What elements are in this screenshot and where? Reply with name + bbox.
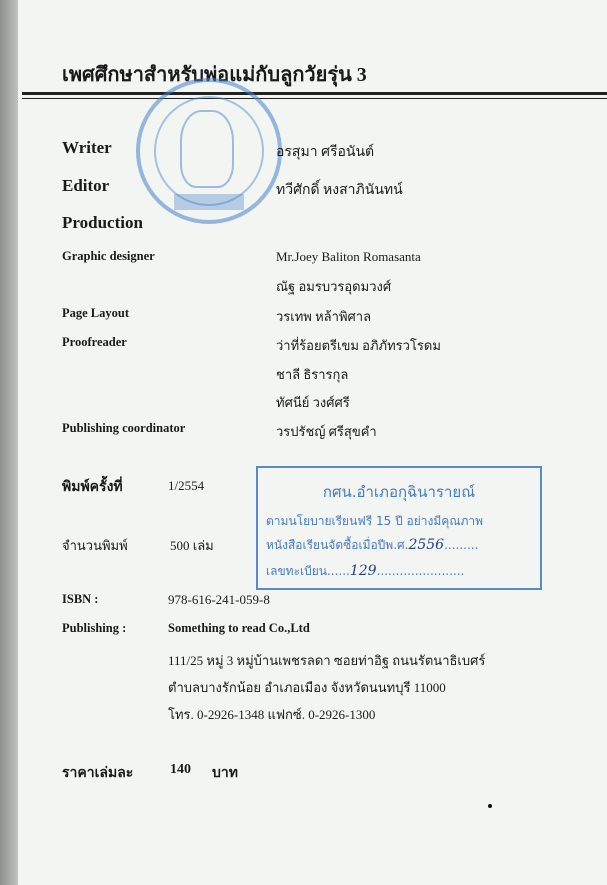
stamp-line-3: หนังสือเรียนจัดซื้อเมื่อปีพ.ศ.2556......... [266, 537, 479, 553]
acquisition-stamp [256, 466, 542, 590]
title-rule-thin [22, 98, 607, 99]
proofreader-value-2: ชาลี ธิรารกุล [276, 367, 349, 382]
stamp-line-2: ตามนโยบายเรียนฟรี 15 ปี อย่างมีคุณภาพ [266, 514, 484, 528]
writer-value: อรสุมา ศรีอนันต์ [276, 145, 375, 160]
publisher-label: Publishing : [62, 621, 127, 635]
editor-label: Editor [62, 176, 110, 195]
proofreader-label: Proofreader [62, 335, 127, 349]
writer-label: Writer [62, 138, 112, 157]
publisher-address-1: 111/25 หมู่ 3 หมู่บ้านเพชรลดา ซอยท่าอิฐ ถนนรัตนาธิเบศร์ [168, 653, 486, 668]
price-unit: บาท [212, 766, 238, 781]
coordinator-label: Publishing coordinator [62, 421, 186, 435]
stamp-year-handwritten: 2556 [408, 537, 445, 553]
layout-value: วรเทพ หล้าพิศาล [276, 309, 372, 324]
production-label: Production [62, 213, 143, 232]
graphic-value-1: Mr.Joey Baliton Romasanta [276, 249, 421, 264]
graphic-value-2: ณัฐ อมรบวรอุดมวงศ์ [276, 279, 392, 294]
proofreader-value-3: ทัศนีย์ วงศ์ศรี [276, 395, 350, 410]
price-amount: 140 [170, 762, 191, 777]
editor-value: ทวีศักดิ์ หงสาภินันทน์ [276, 183, 403, 198]
library-round-stamp [136, 78, 282, 224]
stamp-line-4: เลขทะเบียน......129....................... [266, 563, 465, 579]
edition-value: 1/2554 [168, 478, 205, 493]
stamp-number-handwritten: 129 [349, 563, 377, 579]
publisher-name: Something to read Co.,Ltd [168, 621, 310, 635]
copies-label: จำนวนพิมพ์ [62, 538, 128, 553]
book-page [18, 0, 607, 885]
coordinator-value: วรปรัชญ์ ศรีสุขคำ [276, 424, 377, 439]
copies-value: 500 เล่ม [170, 538, 214, 553]
isbn-label: ISBN : [62, 592, 99, 606]
ink-dot [488, 804, 492, 808]
publisher-address-2: ตำบลบางรักน้อย อำเภอเมือง จังหวัดนนทบุรี 11000 [168, 680, 446, 695]
title-rule-thick [22, 92, 607, 95]
publisher-phone: โทร. 0-2926-1348 แฟกซ์. 0-2926-1300 [168, 707, 376, 722]
edition-label: พิมพ์ครั้งที่ [62, 480, 123, 495]
book-spine-edge [0, 0, 18, 885]
book-title: เพศศึกษาสำหรับพ่อแม่กับลูกวัยรุ่น 3 [62, 64, 367, 86]
layout-label: Page Layout [62, 306, 130, 320]
isbn-value: 978-616-241-059-8 [168, 592, 270, 607]
emblem-icon [180, 110, 234, 188]
proofreader-value-1: ว่าที่ร้อยตรีเขม อภิภัทรวโรดม [276, 338, 441, 353]
price-label: ราคาเล่มละ [62, 766, 134, 781]
stamp-line-1: กศน.อำเภอกุฉินารายณ์ [322, 483, 476, 501]
graphic-label: Graphic designer [62, 249, 155, 263]
